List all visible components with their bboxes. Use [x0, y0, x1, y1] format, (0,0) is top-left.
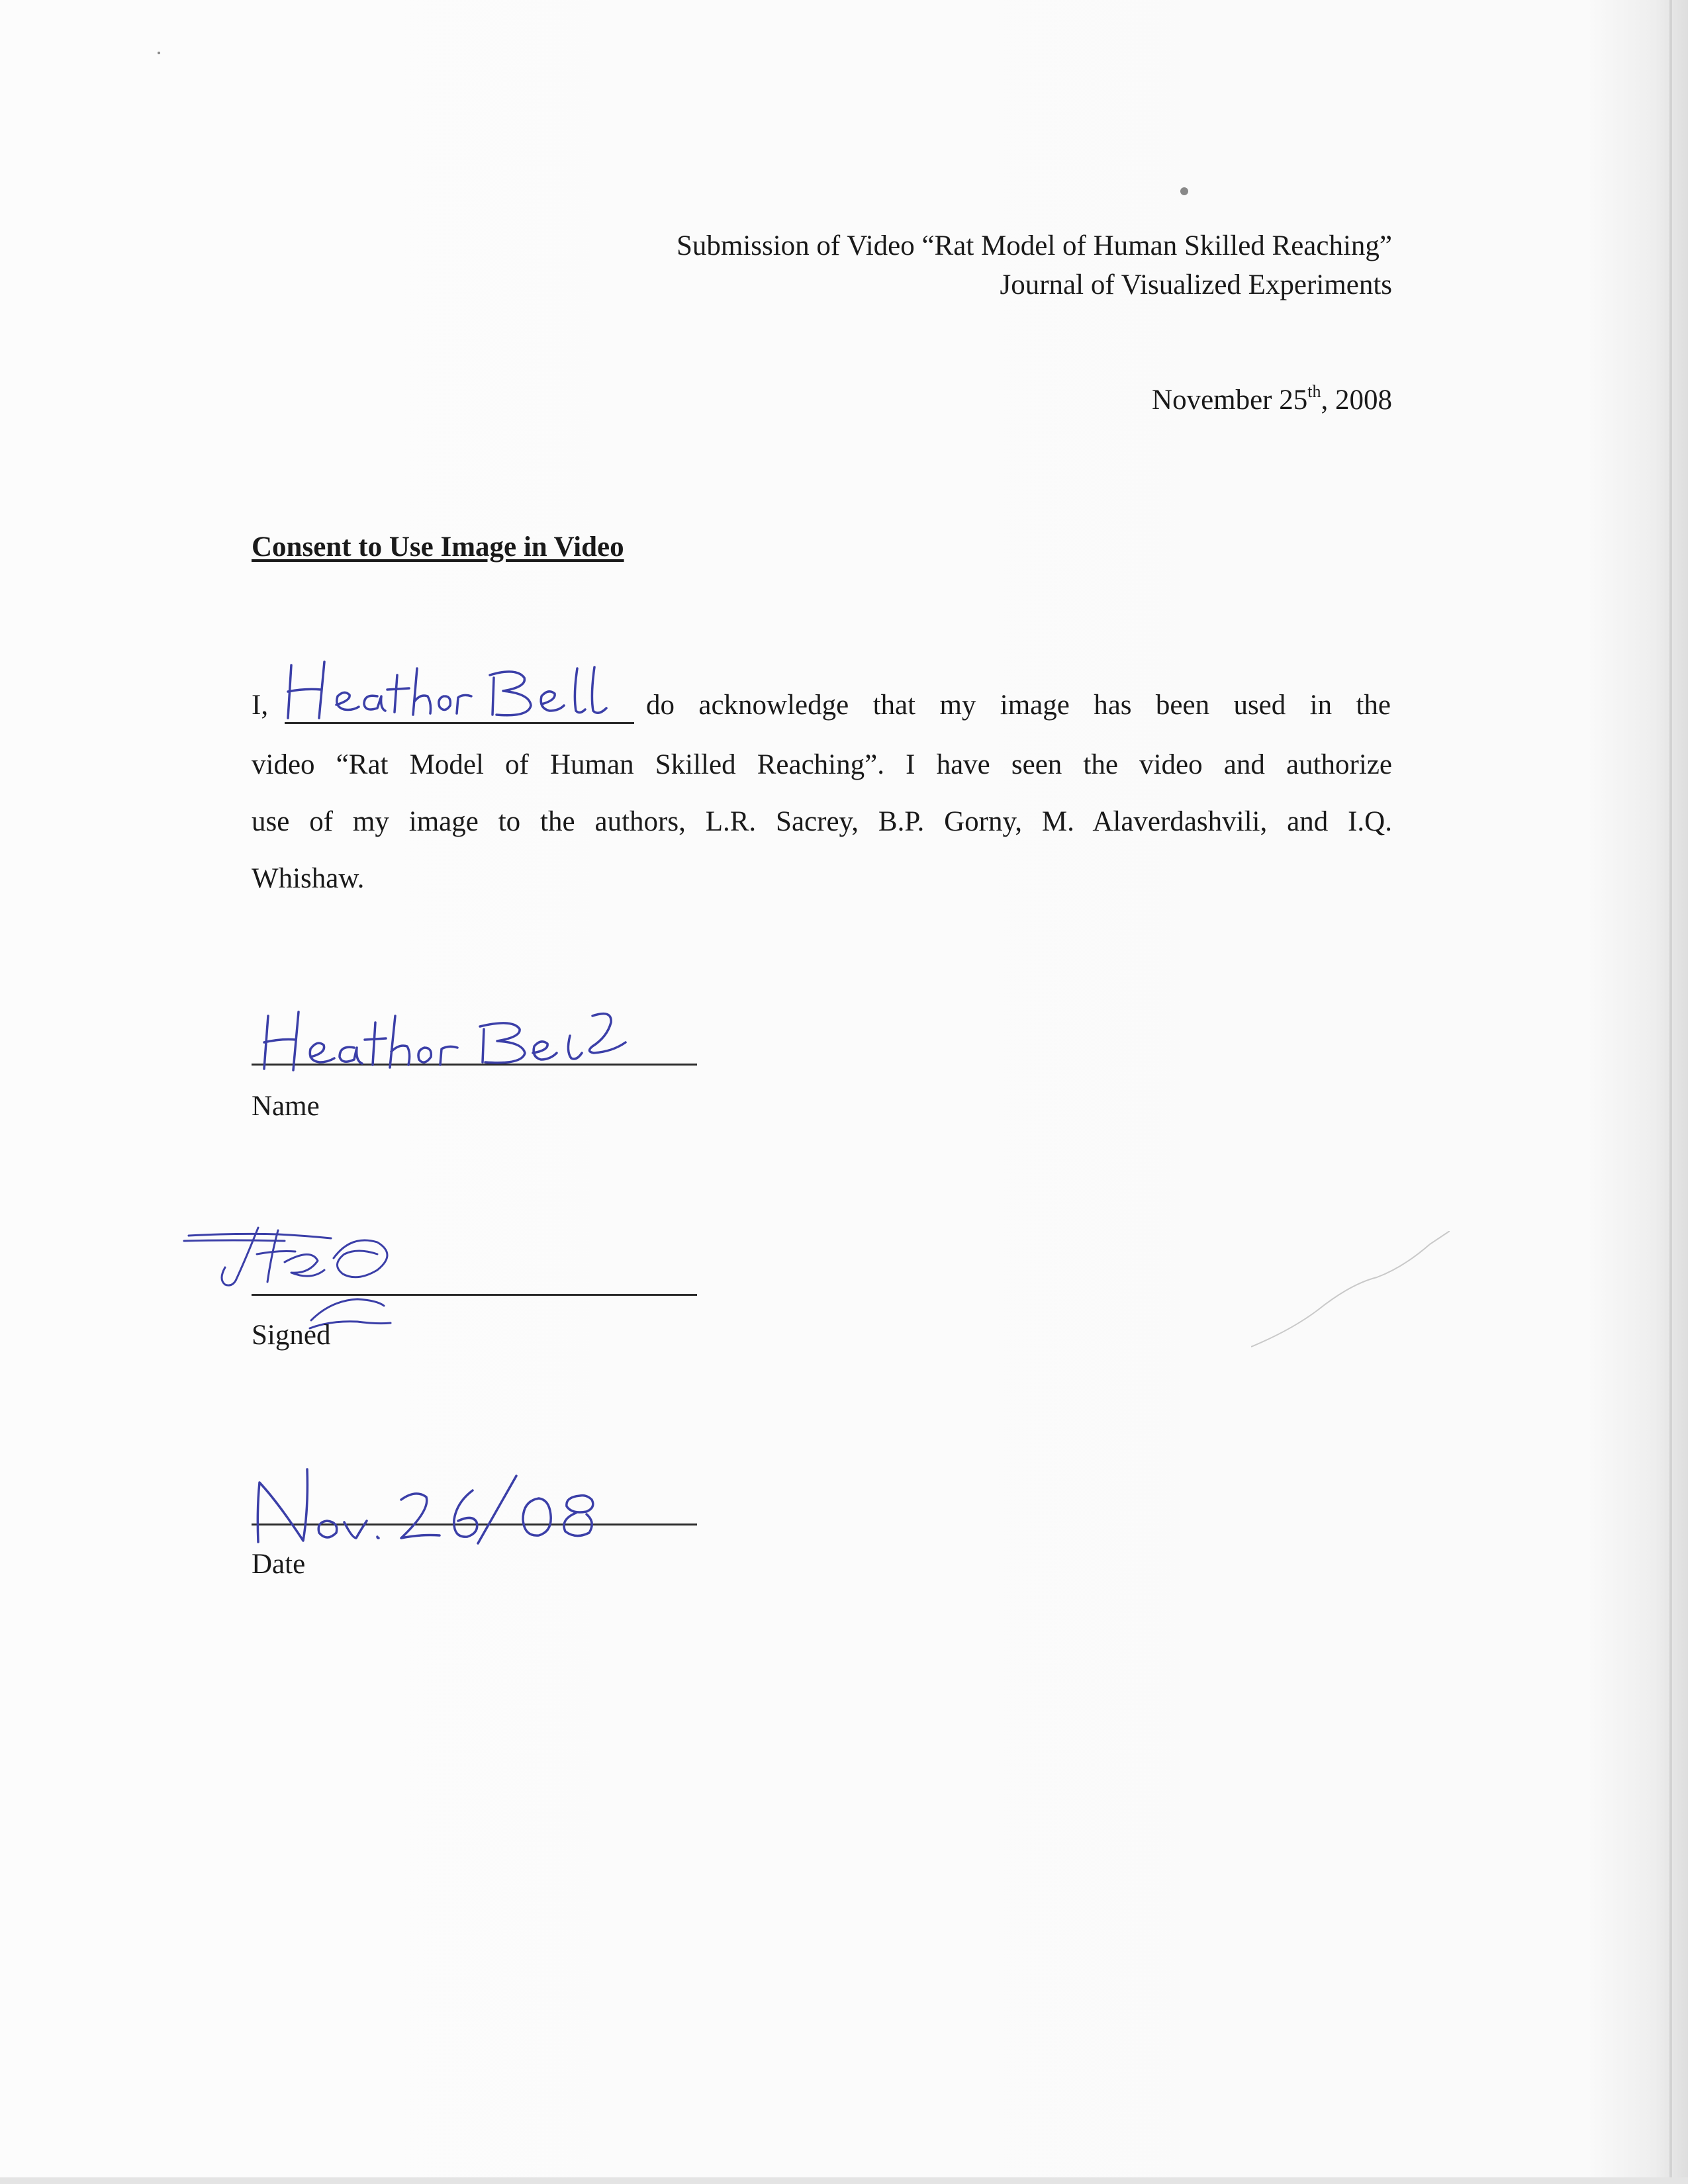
- submission-title: Submission of Video “Rat Model of Human Skilled Reaching”: [676, 230, 1392, 261]
- scan-speck: [1180, 187, 1188, 195]
- document-date-suffix: th: [1307, 382, 1321, 401]
- consent-prefix: I,: [252, 690, 269, 721]
- scan-bottom-edge: [0, 2177, 1688, 2184]
- form-heading: Consent to Use Image in Video: [252, 531, 624, 563]
- name-label: Name: [252, 1091, 320, 1122]
- consent-line-2: video “Rat Model of Human Skilled Reaching”. I have seen the video and authorize: [252, 749, 1392, 780]
- handwritten-inline-name: [278, 655, 649, 728]
- document-date-year: , 2008: [1321, 385, 1392, 416]
- consent-line-3: use of my image to the authors, L.R. Sacrey, B.P. Gorny, M. Alaverdashvili, and I.Q.: [252, 806, 1392, 837]
- consent-line-4: Whishaw.: [252, 863, 365, 894]
- scan-speck: [158, 52, 160, 54]
- date-label: Date: [252, 1549, 306, 1580]
- document-date-main: November 25: [1152, 385, 1308, 416]
- signed-label: Signed: [252, 1320, 331, 1351]
- paper-crease: [1251, 1231, 1450, 1350]
- paper-edge: [1669, 0, 1672, 2184]
- document-date: [1152, 382, 1392, 419]
- consent-line-1-text: do acknowledge that my image has been used in the: [646, 690, 1391, 721]
- handwritten-name: [255, 996, 652, 1075]
- journal-name: Journal of Visualized Experiments: [1000, 269, 1392, 300]
- handwritten-date: [245, 1456, 642, 1549]
